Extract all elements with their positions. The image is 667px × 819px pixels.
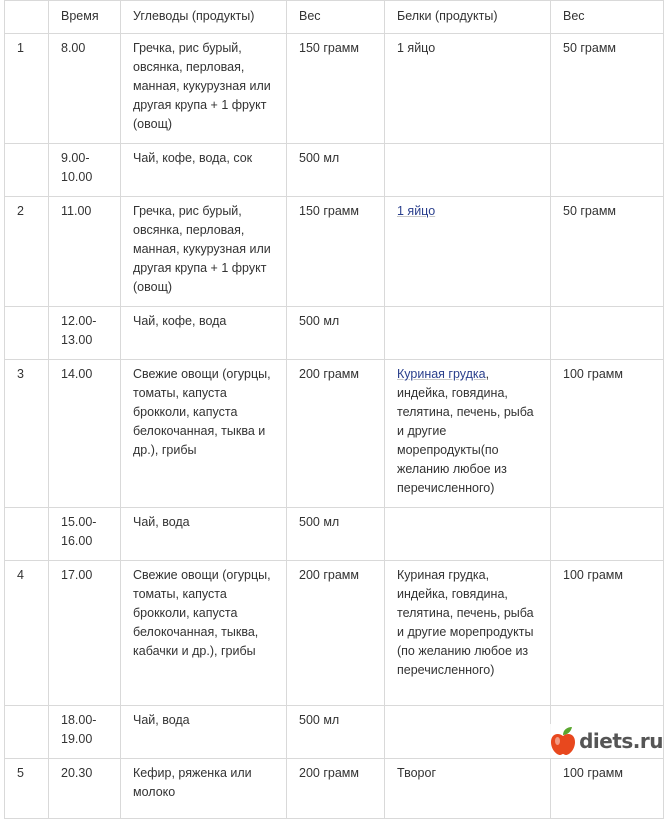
row-carbs: Свежие овощи (огурцы, томаты, капуста брокколи, капуста белокочанная, тыква, кабачки и др.), грибы <box>121 561 287 706</box>
protein-link[interactable]: 1 яйцо <box>397 204 436 218</box>
row-carbs-weight: 500 мл <box>287 508 385 561</box>
row-number <box>5 706 49 759</box>
row-carbs-weight: 500 мл <box>287 144 385 197</box>
row-time: 9.00-10.00 <box>49 144 121 197</box>
row-carbs-weight: 200 грамм <box>287 561 385 706</box>
row-carbs: Гречка, рис бурый, овсянка, перловая, манная, кукурузная или другая крупа + 1 фрукт (овощ) <box>121 34 287 144</box>
protein-link[interactable]: Куриная грудка <box>397 367 486 381</box>
diets-ru-watermark <box>545 724 663 758</box>
row-protein <box>385 144 551 197</box>
header-time: Время <box>49 1 121 34</box>
row-carbs: Гречка, рис бурый, овсянка, перловая, манная, кукурузная или другая крупа + 1 фрукт (овощ) <box>121 197 287 307</box>
row-protein <box>385 561 551 706</box>
row-protein <box>385 360 551 508</box>
row-protein-weight: 100 грамм <box>551 360 664 508</box>
row-carbs: Чай, кофе, вода <box>121 307 287 360</box>
row-carbs-weight: 500 мл <box>287 307 385 360</box>
row-time: 18.00-19.00 <box>49 706 121 759</box>
protein-text: Творог <box>397 766 437 780</box>
row-carbs: Чай, вода <box>121 706 287 759</box>
row-time: 12.00-13.00 <box>49 307 121 360</box>
row-time: 17.00 <box>49 561 121 706</box>
protein-text: , индейка, говядина, телятина, печень, рыба и другие морепродукты(по желанию любое из перечисленного) <box>397 367 534 495</box>
row-protein-weight: 100 грамм <box>551 561 664 706</box>
row-protein-weight: 100 грамм <box>551 759 664 819</box>
row-time: 14.00 <box>49 360 121 508</box>
row-carbs: Чай, вода <box>121 508 287 561</box>
table-row <box>5 759 664 819</box>
row-time: 11.00 <box>49 197 121 307</box>
diet-schedule-table <box>4 0 664 819</box>
row-protein <box>385 508 551 561</box>
row-protein-weight <box>551 508 664 561</box>
row-carbs-weight: 200 грамм <box>287 759 385 819</box>
row-protein-weight <box>551 307 664 360</box>
row-number: 3 <box>5 360 49 508</box>
row-time: 15.00-16.00 <box>49 508 121 561</box>
header-carbs: Углеводы (продукты) <box>121 1 287 34</box>
row-protein <box>385 34 551 144</box>
row-number <box>5 508 49 561</box>
table-row <box>5 34 664 144</box>
table-row <box>5 360 664 508</box>
watermark-text: diets.ru <box>579 729 663 753</box>
header-carbs-weight: Вес <box>287 1 385 34</box>
protein-text: 1 яйцо <box>397 41 436 55</box>
row-protein <box>385 307 551 360</box>
header-number <box>5 1 49 34</box>
row-number <box>5 307 49 360</box>
table-row <box>5 197 664 307</box>
row-carbs: Свежие овощи (огурцы, томаты, капуста брокколи, капуста белокочанная, тыква и др.), грибы <box>121 360 287 508</box>
table-row <box>5 508 664 561</box>
apple-logo-icon <box>549 726 577 756</box>
row-number: 5 <box>5 759 49 819</box>
table-body <box>5 1 664 819</box>
row-carbs-weight: 150 грамм <box>287 197 385 307</box>
row-carbs: Кефир, ряженка или молоко <box>121 759 287 819</box>
row-number: 1 <box>5 34 49 144</box>
row-time: 8.00 <box>49 34 121 144</box>
table-row <box>5 307 664 360</box>
row-carbs: Чай, кофе, вода, сок <box>121 144 287 197</box>
row-protein-weight: 50 грамм <box>551 34 664 144</box>
protein-text: Куриная грудка, индейка, говядина, телятина, печень, рыба и другие морепродукты (по желанию любое из перечисленного) <box>397 568 534 677</box>
row-protein-weight: 50 грамм <box>551 197 664 307</box>
row-number: 4 <box>5 561 49 706</box>
row-protein-weight <box>551 144 664 197</box>
row-number <box>5 144 49 197</box>
row-protein <box>385 759 551 819</box>
row-number: 2 <box>5 197 49 307</box>
table-row <box>5 561 664 706</box>
row-protein <box>385 706 551 759</box>
table-row <box>5 144 664 197</box>
row-carbs-weight: 200 грамм <box>287 360 385 508</box>
header-protein-weight: Вес <box>551 1 664 34</box>
table-header-row <box>5 1 664 34</box>
row-carbs-weight: 500 мл <box>287 706 385 759</box>
row-carbs-weight: 150 грамм <box>287 34 385 144</box>
header-protein: Белки (продукты) <box>385 1 551 34</box>
row-protein <box>385 197 551 307</box>
row-time: 20.30 <box>49 759 121 819</box>
